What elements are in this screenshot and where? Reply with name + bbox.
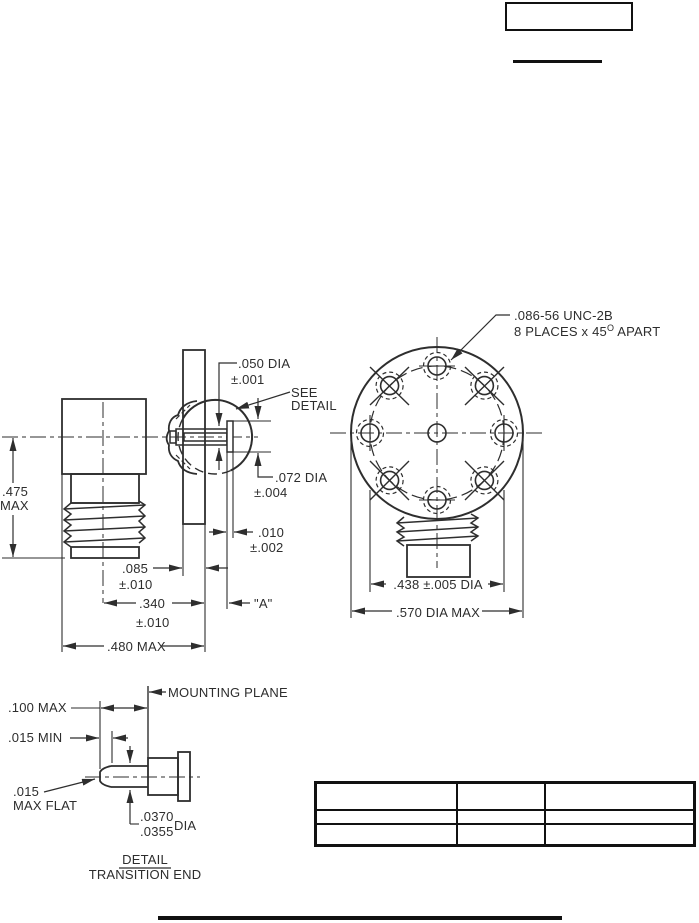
dim-015min-label: .015 MIN — [8, 730, 63, 745]
dim-085-label: .085 — [122, 561, 149, 576]
dim-085-tol: ±.010 — [119, 577, 153, 592]
see-detail-leader — [236, 392, 290, 409]
max-flat-leader — [44, 779, 95, 792]
dim-015flat-label: .015 — [13, 784, 40, 799]
face-collar — [407, 545, 470, 577]
side-view — [0, 350, 337, 654]
dim-072-tol: ±.004 — [254, 485, 288, 500]
dim-015flat-label2: MAX FLAT — [13, 798, 78, 813]
detail-view — [8, 685, 288, 882]
see-detail-label2: DETAIL — [291, 398, 337, 413]
dim-0370-upper: .0370 — [140, 809, 174, 824]
dim-100-label: .100 MAX — [8, 700, 67, 715]
dim-438-label: .438 ±.005 DIA — [393, 577, 483, 592]
detail-dimensions — [44, 692, 171, 868]
dim-475-label: .475 — [2, 484, 29, 499]
dim-050-label: .050 DIA — [238, 356, 291, 371]
connector-body — [62, 399, 146, 474]
pin-flange — [227, 421, 233, 452]
dim-340-tol: ±.010 — [136, 615, 170, 630]
detail-subtitle: TRANSITION END — [88, 867, 202, 882]
dim-340-label: .340 — [139, 596, 166, 611]
dim-475-label2: MAX — [0, 498, 29, 513]
connector-neck — [71, 474, 139, 503]
dim-570-label: .570 DIA MAX — [395, 605, 481, 620]
dim-010-label: .010 — [258, 525, 285, 540]
side-view-labels — [0, 356, 337, 654]
dim-a-label: "A" — [254, 596, 273, 611]
thread-note-leader — [451, 315, 510, 360]
thread-note-line2: 8 PLACES x $45^O$ APART — [514, 323, 661, 339]
connector-collar — [71, 547, 139, 558]
thread-section — [64, 501, 145, 547]
dim-0370-dia: DIA — [174, 818, 197, 833]
see-detail-label: SEE — [291, 385, 318, 400]
dim-0370-lower: .0355 — [140, 824, 174, 839]
detail-circle-arc — [183, 400, 252, 471]
dim-072-label: .072 DIA — [275, 470, 328, 485]
face-view — [330, 308, 660, 620]
mounting-plane-label: MOUNTING PLANE — [168, 685, 288, 700]
detail-title: DETAIL — [122, 852, 168, 867]
dim-050-tol: ±.001 — [231, 372, 265, 387]
dim-010-tol: ±.002 — [250, 540, 284, 555]
face-view-labels — [393, 308, 660, 620]
thread-note-line1: .086-56 UNC-2B — [514, 308, 613, 323]
dim-480-label: .480 MAX — [107, 639, 166, 654]
